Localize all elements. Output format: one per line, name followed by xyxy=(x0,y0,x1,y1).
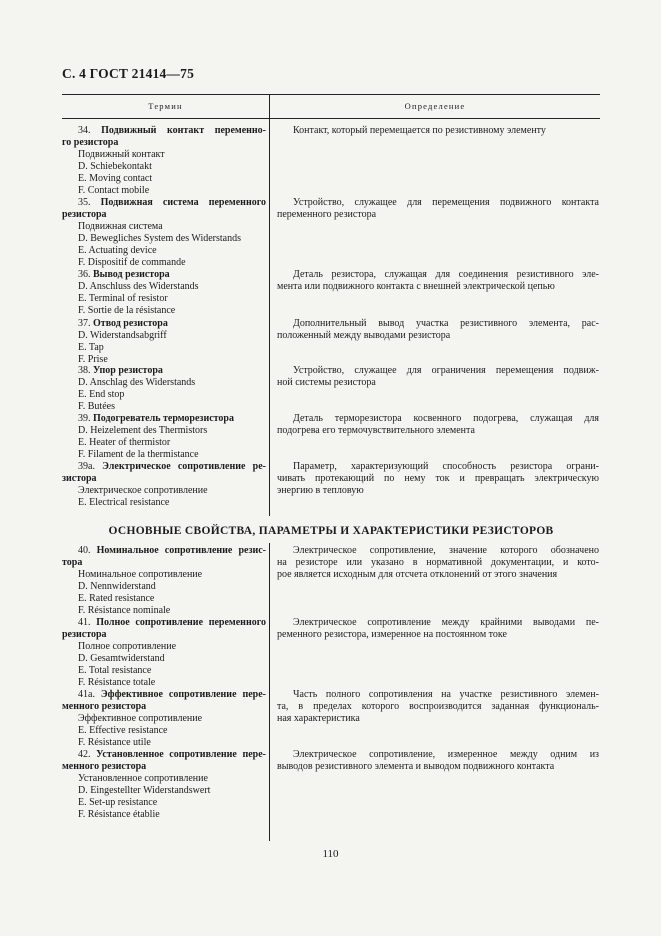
definition-34: Контакт, который перемещается по резистивному элементу xyxy=(293,125,546,136)
column-header-definition: Определение xyxy=(404,101,466,111)
term-entry-41a: 41а. Эффективное сопротивление пере- менного резистора Эффективное сопротивление E. Effective resistance F. Résistance utile xyxy=(62,689,266,748)
term-entry-39: 39. Подогреватель терморезистора D. Heizelement des Thermistors E. Heater of thermistor F. Filament de la thermistance xyxy=(78,413,234,460)
term-entry-40: 40. Номинальное сопротивление резис- тора Номинальное сопротивление D. Nennwiderstand E. Rated resistance F. Résistance nominale xyxy=(62,545,267,616)
page-header: С. 4 ГОСТ 21414—75 xyxy=(62,66,195,81)
term-entry-38: 38. Упор резистора D. Anschlag des Widerstands E. End stop F. Butées xyxy=(78,365,196,412)
definition-37: Дополнительный вывод участка резистивного элемента, рас- положенный между выводами резистора xyxy=(277,318,599,341)
term-entry-42: 42. Установленное сопротивление пере- менного резистора Установленное сопротивление D. Eingestellter Widerstandswert E. Set-up resistance F. Résistance établie xyxy=(62,749,267,820)
definition-41a: Часть полного сопротивления на участке резистивного элемен- та, в пределах которого воспроизводится заданная функциональ- ная характеристика xyxy=(277,689,599,724)
column-divider-upper xyxy=(269,94,270,516)
definition-39a: Параметр, характеризующий способность резистора ограни- чивать протекающий по нему ток и превращать электрическую энергию в тепловую xyxy=(277,461,599,496)
term-entry-36: 36. Вывод резистора D. Anschluss des Widerstands E. Terminal of resistor F. Sortie de la résistance xyxy=(78,269,199,316)
column-divider-lower xyxy=(269,543,270,841)
definition-38: Устройство, служащее для ограничения перемещения подвиж- ной системы резистора xyxy=(277,365,599,388)
definition-40: Электрическое сопротивление, значение которого обозначено на резисторе или указано в нормативной документации, и кото- рое является исходным для отсчета отклонений от этого значения xyxy=(277,545,599,580)
definition-42: Электрическое сопротивление, измеренное между одним из выводов резистивного элемента и выводом подвижного контакта xyxy=(277,749,599,772)
table-top-rule xyxy=(62,94,600,95)
table-header-rule xyxy=(62,118,600,119)
definition-36: Деталь резистора, служащая для соединения резистивного эле- мента или подвижного контакта с внешней электрической цепью xyxy=(277,269,599,292)
definition-35: Устройство, служащее для перемещения подвижного контакта переменного резистора xyxy=(277,197,599,220)
term-entry-39a: 39а. Электрическое сопротивление ре- зистора Электрическое сопротивление E. Electrical resistance xyxy=(62,461,266,508)
definition-39: Деталь терморезистора косвенного подогрева, служащая для подогрева его термочувствительного элемента xyxy=(277,413,599,436)
term-entry-41: 41. Полное сопротивление переменного резистора Полное сопротивление D. Gesamtwiderstand E. Total resistance F. Résistance totale xyxy=(62,617,266,688)
column-header-terms: Термин xyxy=(148,101,183,111)
term-entry-35: 35. Подвижная система переменного резистора Подвижная система D. Bewegliches System des Widerstands E. Actuating device F. Dispositif de commande xyxy=(62,197,266,268)
definition-41: Электрическое сопротивление между крайними выводами пе- ременного резистора, измеренное на постоянном токе xyxy=(277,617,599,640)
section-title: ОСНОВНЫЕ СВОЙСТВА, ПАРАМЕТРЫ И ХАРАКТЕРИСТИКИ РЕЗИСТОРОВ xyxy=(108,525,554,537)
term-entry-37: 37. Отвод резистора D. Widerstandsabgriff E. Tap F. Prise xyxy=(78,318,168,365)
page-number: 110 xyxy=(322,848,339,860)
term-entry-34: 34. Подвижный контакт переменно- го резистора Подвижный контакт D. Schiebekontakt E. Moving contact F. Contact mobile xyxy=(62,125,267,196)
